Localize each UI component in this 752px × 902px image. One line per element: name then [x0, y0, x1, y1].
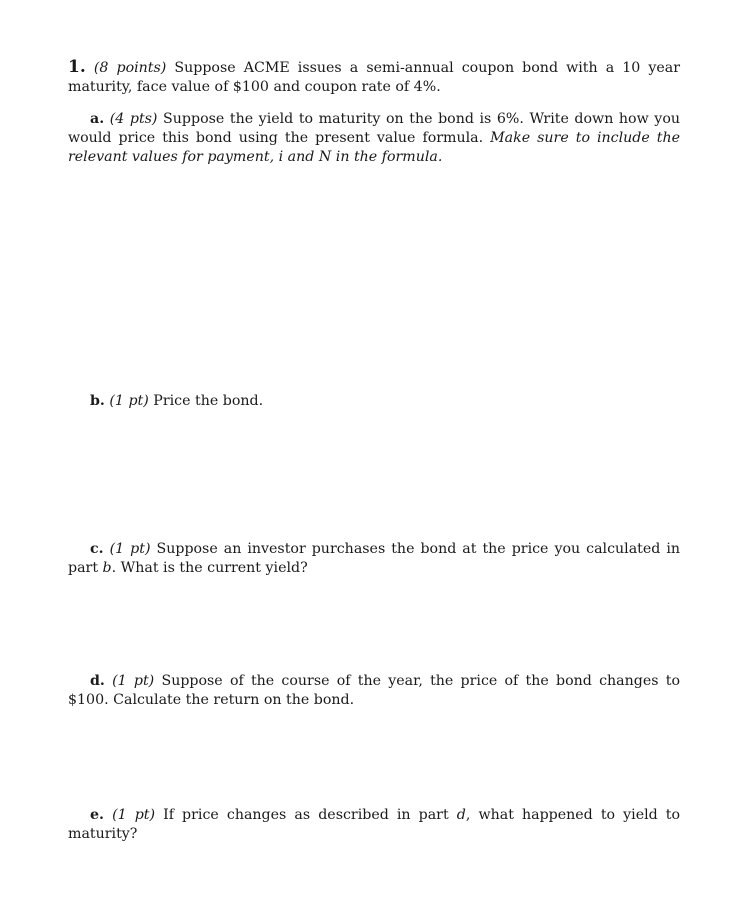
- part-e-points: (1 pt): [112, 807, 156, 823]
- part-b: [68, 392, 680, 411]
- part-d: [68, 672, 680, 710]
- part-a: [68, 110, 680, 167]
- part-a-emphasis: Make sure to include the relevant values for payment, i and N in the formula.: [68, 130, 681, 165]
- part-a-points: (4 pts): [109, 111, 158, 127]
- part-c: [68, 540, 680, 578]
- part-c-text: Suppose an investor purchases the bond at the price you calculated in part: [68, 541, 681, 576]
- part-b-label: b.: [90, 393, 105, 409]
- part-e: [68, 806, 680, 844]
- part-e-text: If price changes as described in part: [163, 807, 449, 823]
- part-c-points: (1 pt): [109, 541, 151, 557]
- part-b-points: (1 pt): [109, 393, 149, 409]
- part-d-label: d.: [90, 673, 105, 689]
- part-e-label: e.: [90, 807, 104, 823]
- question-1: [68, 58, 680, 97]
- part-a-text: Suppose the yield to maturity on the bond is 6%. Write down how you would price this bond using the present value formula.: [68, 111, 680, 146]
- part-e-ref: d: [456, 807, 466, 823]
- part-c-label: c.: [90, 541, 104, 557]
- part-a-label: a.: [90, 111, 105, 127]
- part-d-points: (1 pt): [112, 673, 155, 689]
- part-d-text: Suppose of the course of the year, the price of the bond changes to $100. Calculate the return on the bond.: [68, 673, 680, 708]
- question-points: (8 points): [93, 60, 167, 76]
- part-c-ref: b: [102, 560, 112, 576]
- part-c-text-after: . What is the current yield?: [111, 560, 308, 576]
- question-number: 1.: [68, 57, 86, 77]
- part-b-text: Price the bond.: [153, 393, 264, 409]
- part-e-text-after: , what happened to yield to maturity?: [68, 807, 681, 842]
- question-text: Suppose ACME issues a semi-annual coupon bond with a 10 year maturity, face value of $100 and coupon rate of 4%.: [68, 60, 681, 95]
